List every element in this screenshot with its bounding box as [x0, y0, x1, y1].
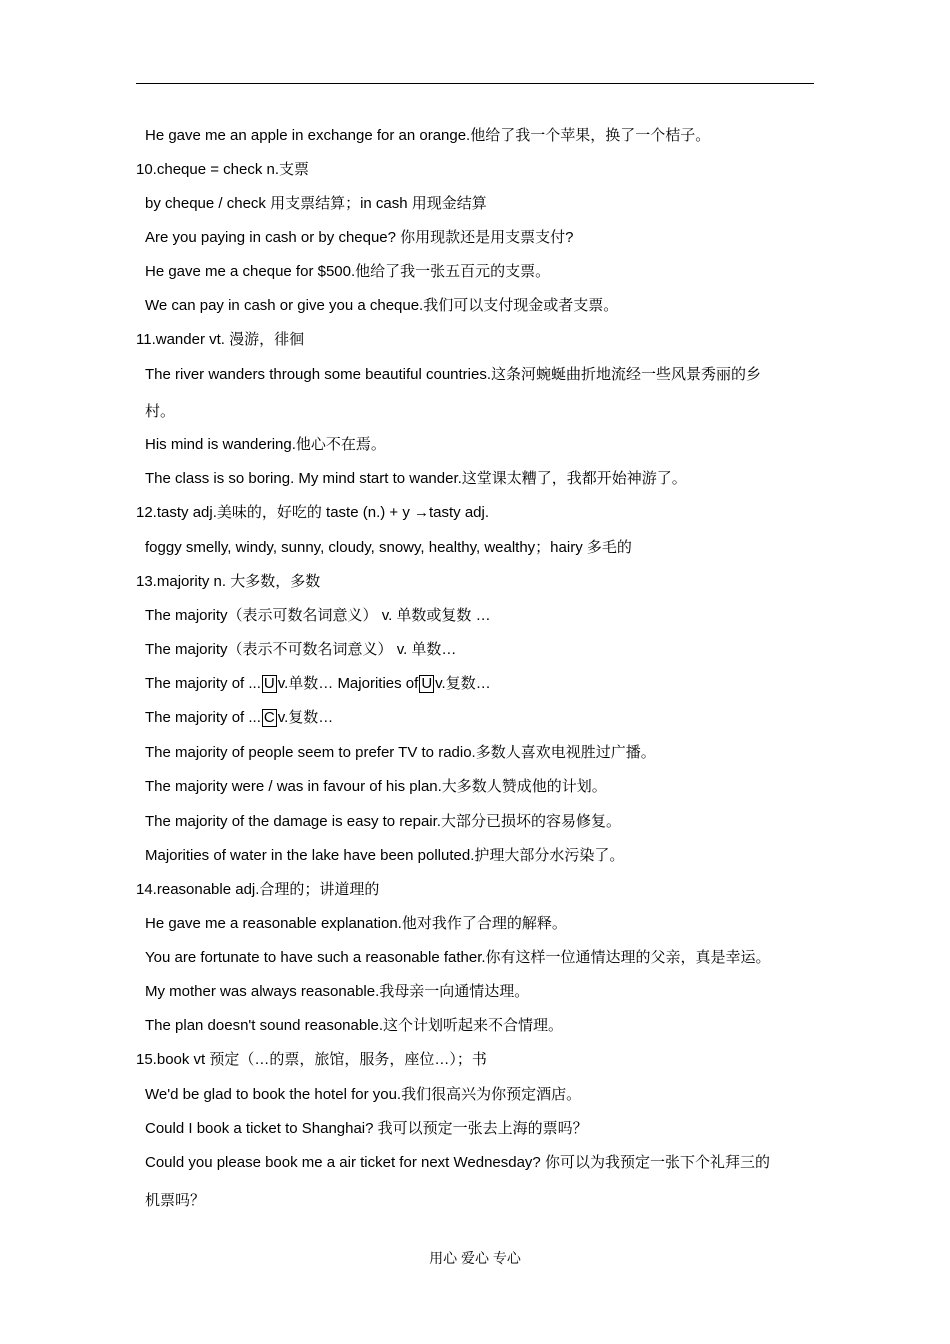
entry-heading: 11.wander vt. 漫游，徘徊 — [136, 331, 305, 348]
text-segment: v.复数… — [435, 675, 491, 692]
text-line: We'd be glad to book the hotel for you.我们很高兴为你预定酒店。 — [145, 1086, 582, 1103]
header-rule — [136, 83, 814, 84]
text-line: Could you please book me a air ticket for next Wednesday? 你可以为我预定一张下个礼拜三的 — [145, 1154, 770, 1171]
text-line: 村。 — [145, 403, 176, 420]
text-line: He gave me a reasonable explanation.他对我作了合理的解释。 — [145, 915, 567, 932]
boxed-letter: C — [263, 709, 275, 726]
text-line: Could I book a ticket to Shanghai? 我可以预定一张去上海的票吗？ — [145, 1120, 588, 1137]
text-line: Are you paying in cash or by cheque? 你用现款还是用支票支付? — [145, 229, 574, 246]
text-line: 机票吗？ — [145, 1192, 206, 1209]
entry-heading: 14.reasonable adj.合理的；讲道理的 — [136, 881, 380, 898]
boxed-letter: U — [421, 675, 433, 692]
entry-heading: 10.cheque = check n.支票 — [136, 161, 310, 178]
text-line: He gave me an apple in exchange for an orange.他给了我一个苹果，换了一个桔子。 — [145, 127, 711, 144]
entry-heading: 13.majority n. 大多数，多数 — [136, 573, 321, 590]
text-line-boxed — [145, 708, 333, 728]
text-segment: v.单数… Majorities of — [277, 675, 419, 692]
text-line: The majority of the damage is easy to repair.大部分已损坏的容易修复。 — [145, 813, 621, 830]
text-line: He gave me a cheque for $500.他给了我一张五百元的支票。 — [145, 263, 551, 280]
text-line: The plan doesn't sound reasonable.这个计划听起来不合情理。 — [145, 1017, 564, 1034]
text-line: His mind is wandering.他心不在焉。 — [145, 436, 386, 453]
text-line: My mother was always reasonable.我母亲一向通情达理。 — [145, 983, 530, 1000]
page-footer: 用心 爱心 专心 — [429, 1250, 521, 1266]
text-line: Majorities of water in the lake have been polluted.护理大部分水污染了。 — [145, 847, 625, 864]
text-line: The majority were / was in favour of his plan.大多数人赞成他的计划。 — [145, 778, 607, 795]
entry-heading: 12.tasty adj.美味的，好吃的 taste (n.) + y →tasty adj. — [136, 504, 490, 521]
text-line: You are fortunate to have such a reasonable father.你有这样一位通情达理的父亲，真是幸运。 — [145, 949, 771, 966]
text-line: We can pay in cash or give you a cheque.我们可以支付现金或者支票。 — [145, 297, 619, 314]
text-line: The class is so boring. My mind start to wander.这堂课太糟了，我都开始神游了。 — [145, 470, 687, 487]
text-line: The majority of people seem to prefer TV to radio.多数人喜欢电视胜过广播。 — [145, 744, 656, 761]
text-line-boxed — [145, 674, 491, 694]
text-segment: The majority of ... — [145, 709, 261, 726]
text-line: The majority（表示不可数名词意义） v. 单数… — [145, 641, 457, 658]
text-segment: v.复数… — [277, 709, 334, 726]
text-line: The river wanders through some beautiful countries.这条河蜿蜒曲折地流经一些风景秀丽的乡 — [145, 366, 762, 383]
entry-heading: 15.book vt 预定（…的票，旅馆，服务，座位…）；书 — [136, 1051, 487, 1068]
boxed-letter: U — [263, 675, 275, 692]
text-line: by cheque / check 用支票结算；in cash 用现金结算 — [145, 195, 487, 212]
text-line: The majority（表示可数名词意义） v. 单数或复数 … — [145, 607, 491, 624]
text-segment: The majority of ... — [145, 675, 261, 692]
text-line: foggy smelly, windy, sunny, cloudy, snowy, healthy, wealthy；hairy 多毛的 — [145, 539, 632, 556]
